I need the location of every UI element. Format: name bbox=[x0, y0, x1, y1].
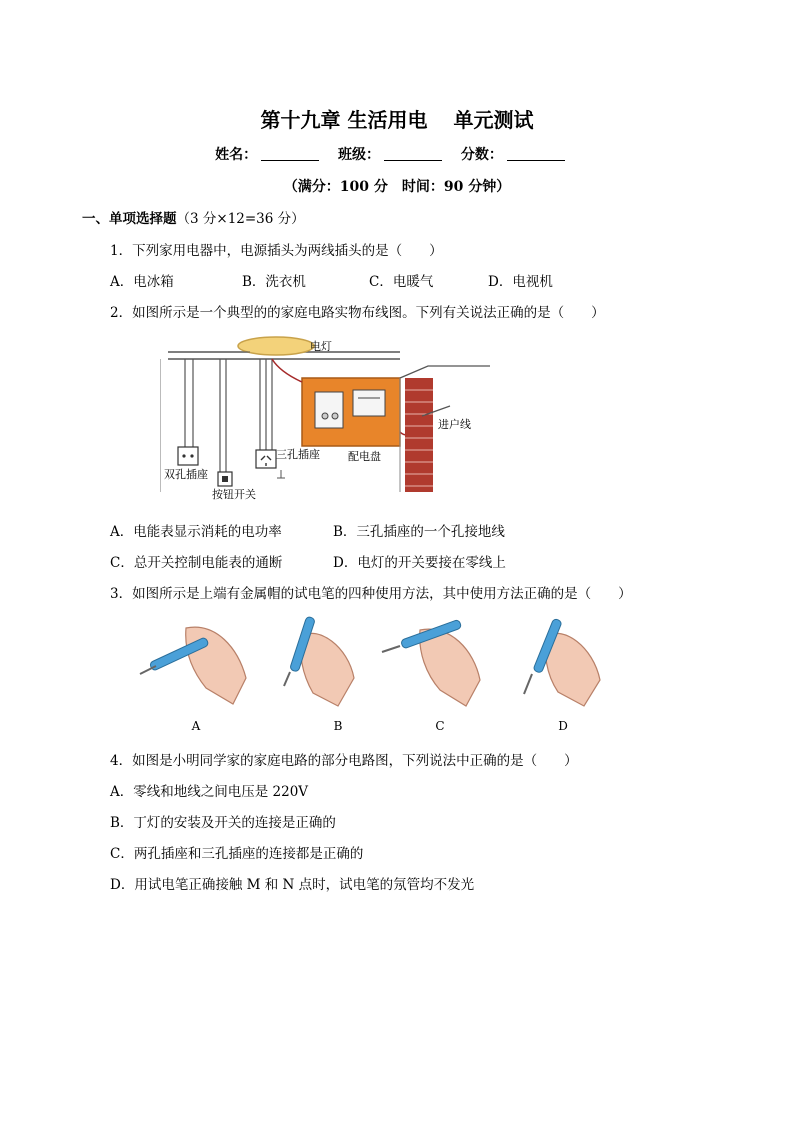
test-pen-hand-c-icon bbox=[382, 619, 480, 706]
q4-option-b[interactable]: B．丁灯的安装及开关的连接是正确的 bbox=[110, 815, 336, 831]
figure-label-d: D bbox=[558, 719, 568, 733]
q2-option-b[interactable]: B．三孔插座的一个孔接地线 bbox=[333, 524, 505, 540]
student-info-row bbox=[0, 144, 794, 164]
question-1-stem: 1．下列家用电器中，电源插头为两线插头的是（ ） bbox=[110, 243, 443, 259]
q4-option-c[interactable]: C．两孔插座和三孔插座的连接都是正确的 bbox=[110, 846, 364, 862]
test-pen-hand-d-icon bbox=[524, 618, 600, 706]
class-blank[interactable] bbox=[384, 146, 442, 161]
q2-option-a[interactable]: A．电能表显示消耗的电功率 bbox=[110, 524, 282, 540]
two-hole-socket-icon bbox=[178, 447, 198, 465]
score-blank[interactable] bbox=[507, 146, 565, 161]
figure-label-b: B bbox=[333, 719, 343, 733]
name-blank[interactable] bbox=[261, 146, 319, 161]
label-three-socket: 三孔插座 bbox=[276, 448, 320, 461]
q1-option-a[interactable]: A．电冰箱 bbox=[110, 274, 174, 290]
question-2-stem: 2．如图所示是一个典型的的家庭电路实物布线图。下列有关说法正确的是（ ） bbox=[110, 305, 605, 321]
q1-option-d[interactable]: D．电视机 bbox=[488, 274, 553, 290]
q4-option-d[interactable]: D．用试电笔正确接触 M 和 N 点时，试电笔的氖管均不发光 bbox=[110, 877, 475, 893]
home-wiring-diagram bbox=[160, 332, 490, 504]
page-title: 第十九章 生活用电 单元测试 bbox=[260, 108, 534, 132]
brick-wall-icon bbox=[405, 378, 433, 492]
test-pen-hand-b-icon bbox=[284, 616, 354, 706]
label-inlet: 进户线 bbox=[438, 418, 471, 431]
name-label: 姓名： bbox=[215, 147, 258, 163]
q4-option-a[interactable]: A．零线和地线之间电压是 220V bbox=[110, 784, 309, 800]
label-panel: 配电盘 bbox=[348, 450, 381, 463]
q2-option-c[interactable]: C．总开关控制电能表的通断 bbox=[110, 555, 283, 571]
label-button-switch: 按钮开关 bbox=[212, 488, 256, 501]
q1-option-b[interactable]: B．洗衣机 bbox=[242, 274, 306, 290]
question-3-stem: 3．如图所示是上端有金属帽的试电笔的四种使用方法，其中使用方法正确的是（ ） bbox=[110, 586, 632, 602]
section-heading: 一、单项选择题（3 分×12=36 分） bbox=[82, 211, 305, 227]
label-two-socket: 双孔插座 bbox=[164, 468, 208, 481]
figure-label-a: A bbox=[191, 719, 201, 733]
exam-subtitle: （满分：100 分 时间：90 分钟） bbox=[283, 179, 511, 195]
label-lamp: 电灯 bbox=[310, 340, 332, 353]
test-pen-hand-a-icon bbox=[140, 627, 246, 704]
question-4-stem: 4．如图是小明同学家的家庭电路的部分电路图，下列说法中正确的是（ ） bbox=[110, 753, 578, 769]
test-pen-usage-figure bbox=[138, 608, 608, 736]
q2-option-d[interactable]: D．电灯的开关要接在零线上 bbox=[333, 555, 506, 571]
class-label: 班级： bbox=[338, 147, 380, 163]
q1-option-c[interactable]: C．电暖气 bbox=[369, 274, 434, 290]
figure-label-c: C bbox=[435, 719, 445, 733]
score-label: 分数： bbox=[460, 147, 503, 163]
